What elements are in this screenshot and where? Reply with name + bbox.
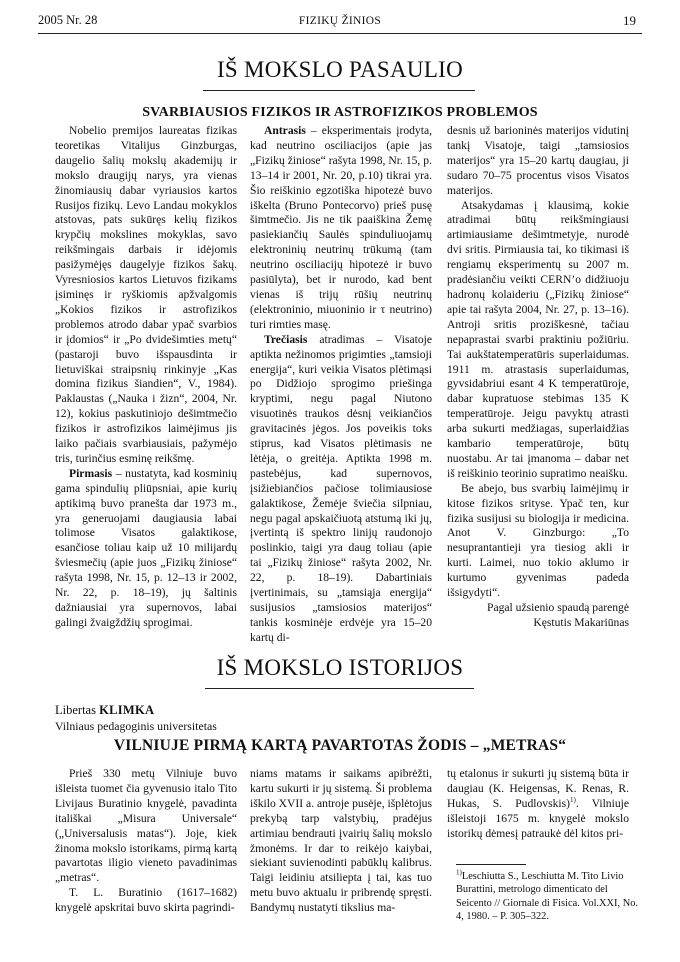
paragraph: T. L. Buratinio (1617–1682) knygelė apskritai buvo skirta pagrindi- (55, 886, 237, 915)
footnote-rule (456, 864, 526, 865)
footnote-marker: 1) (456, 868, 462, 877)
paragraph: Pirmasis – nustatyta, kad kosminių gama spindulių pliūpsniai, apie kurių aptikimą buvo pranešta dar 1973 m., yra generuojami daugiausia labai tolimose Visatos galaktikose, esančiose toliau kaip už 10 milijardų šviesmečių (apie juos „Fizikų žiniose“ rašyta 1998, Nr. 15, p. 12–13 ir 2002, Nr. 22, p. 18–19), jų šaltinis dažniausiai yra supernovos, labai galingi žvaigždžių sprogimai. (55, 466, 237, 629)
section-title-science-history: IŠ MOKSLO ISTORIJOS (216, 655, 464, 680)
author-name: Libertas KLIMKA (55, 703, 155, 717)
section-title-underline (203, 90, 475, 91)
section-title-science-world: IŠ MOKSLO PASAULIO (216, 57, 464, 82)
article1-column-1 (55, 124, 237, 631)
page-number: 19 (623, 13, 636, 28)
editor-name: Kęstutis Makariūnas (533, 615, 629, 629)
author-affiliation: Vilniaus pedagoginis universitetas (55, 719, 217, 733)
article-title: VILNIUJE PIRMĄ KARTĄ PAVARTOTAS ŽODIS – „METRAS“ (113, 737, 567, 754)
article-subtitle: SVARBIAUSIOS FIZIKOS IR ASTROFIZIKOS PROBLEMOS (142, 105, 538, 120)
header-rule (38, 33, 642, 34)
lead-word: Antrasis (264, 124, 306, 137)
article1-column-2 (250, 124, 432, 646)
paragraph: niams matams ir saikams apibrėžti, kartu sukurti ir jų sistemą. Ši problema iškilo XVII a. antroje pusėje, išplėtojus prekybą tarp valstybių, pradėjus artimiau bendrauti įvairių šalių mokslo žmonėms. Ir dar to reikėjo kaiybai, siekiant suvienodinti pabūklų kalibrus. Taigi leidiniu atsiliepta į tai, kas tuo metu buvo aktualu ir pribrendę spręsti. Bandymų nustatyti tikslius ma- (250, 767, 432, 915)
paragraph: Be abejo, bus svarbių laimėjimų ir kitose fizikos srityse. Ypač ten, kur fizika susijusi su biologija ir medicina. Anot V. Ginzburgo: „To nesuprantantieji yra tiesiog akli ir kurti. Laimei, nuo tokio aklumo ir kurtumo gyvenimas padeda išsigydyti“. (447, 481, 629, 600)
paragraph: Antrasis – eksperimentais įrodyta, kad neutrino osciliacijos (apie jas „Fizikų žiniose“ rašyta 1998, Nr. 15, p. 13–14 ir 2001, Nr. 20, p.10) tikrai yra. Šio reiškinio egzotiška hipotezė buvo iškelta (Bruno Pontecorvo) prieš pusę šimtmečio. Jis ne tik paaiškina Žemę pasiekiančių Saulės spinduliuojamų elektroninių neutrinų trūkumą (tam neutrino osciliacijų hipotezė ir buvo pasiūlyta), bet ir nurodo, kad bent vienas iš trijų rūšių neutrinų (elektroninio, miuoninio ir τ neutrino) turi rimties masę. (250, 124, 432, 331)
article2-column-2 (250, 767, 432, 916)
prepared-by-line: Pagal užsienio spaudą parengė (487, 601, 629, 614)
paragraph: Nobelio premijos laureatas fizikas teoretikas Vitalijus Ginzburgas, daugelio šalių mokslų akademijų ir mokslo draugijų narys, yra vienas žinomiausių dabar vyriausios kartos Rusijos fizikų. Levo Landau mokyklos atstovas, pats sukūręs kelių fizikos krypčių mokslines mokyklas, savo reikšmingais darbais ir idėjomis pasižymėjęs daugelyje fizikos šakų. Vyresniosios kartos Lietuvos fizikams įsiminęs ir ryškiomis apžvalgomis „Kokios fizikos ir astrofizikos problemos atrodo dabar ypač svarbios ir įdomios“ ir „Po dvidešimties metų“ (pastaroji buvo išspausdinta ir lietuviškai straipsnių rinkinyje „Kas domina fizikus šiandien“, V., 1984). Paklaustas („Nauka i žizn“, 2004, Nr. 12), kokius paskutiniojo dešimtmečio fizikos ir astrofizikos laimėjimus jis laiko pačiais svarbiausiais, pažymėjo tris, turinčius esminę reikšmę. (55, 124, 237, 465)
footnote: $^{1)}$Leschiutta S., Leschiutta M. Tito Livio Burattini, metrologo dimenticato del Seicento // Giornale di Fisica. Vol.XXI, No. 4, 1980. – P. 305–322. (456, 868, 639, 923)
issue-label: 2005 Nr. 28 (38, 13, 98, 27)
section-title-underline (205, 688, 474, 689)
footnote-ref: 1) (569, 795, 576, 804)
article2-column-3 (447, 767, 629, 842)
article2-column-1 (55, 767, 237, 916)
paragraph: Trečiasis atradimas – Visatoje aptikta nežinomos prigimties „tamsioji energija“, kuri veikia Visatos plėtimąsi po Didžiojo sprogimo priešinga kryptimi, negu pagal Niutono visuotinės traukos dėsnį veikiančios gravitacinės jėgos. Jos poveikis toks stiprus, kad Visatos plėtimasis ne lėtėja, o greitėja. Aptikta 1998 m. pastebėjus, kad supernovos, įsižiebiančios pačiose tolimiausiose galaktikose, Žemėje šviečia silpniau, negu pagal apskaičiuotą atstumą iki jų, įvertintą iš spektro linijų raudonojo poslinkio, taigi yra daug toliau (apie tai „Fizikų žiniose“ rašyta 2002, Nr. 22, p. 18–19). Dabartiniais įvertinimais, su „tamsiąja energija“ susijusios „tamsiosios materijos“ tankis kosminėje erdvėje yra 15–20 kartų di- (250, 332, 432, 644)
paragraph: tų etalonus ir sukurti jų sistemą būta ir daugiau (K. Heigensas, K. Renas, R. Hukas, S. Pudlovskis)$^{1)}$. Vilniuje išleistoji 1675 m. knygelė mokslo istorikų dėmesį patraukė dėl kitos pri- (447, 767, 629, 840)
paragraph: Prieš 330 metų Vilniuje buvo išleista tuomet čia gyvenusio italo Tito Livijaus Buratinio knygelė, pavadinta itališkai „Misura Universale“ („Universalusis matas“). Joje, kiek žinoma mokslo istorikams, pirmą kartą pavartotas iligio vieneto pavadinimas „metras“. (55, 767, 237, 885)
paragraph: Atsakydamas į klausimą, kokie atradimai būtų reikšmingiausi artimiausiame dešimtmetyje, nurodė dvi sritis. Pirmiausia tai, ko tikimasi iš rengiamų eksperimentų su 2007 m. pradėsiančiu veikti CERN’o didžiuoju hadronų kolaideriu („Fizikų žiniose“ apie tai rašyta 2004, Nr. 27, p. 13–16). Antroji sritis proziškesnė, tačiau nepaprastai svarbi praktiniu požiūriu. Tai aukštatemperatūris superlaidumas. 1911 m. atrastasis superlaidumas, gyvsidabriui esant 4 K temperatūroje, dabar kupratuose stebimas 135 K temperatūroje. Jeigu pavyktų atrasti arba sukurti medžiagas, superlaidžias kambario temperatūroje, būtų nuostabu. Ar tai įmanoma – dabar net iš reiškinio teorinio supratimo neaišku. (447, 198, 629, 480)
lead-word: Pirmasis (69, 466, 113, 480)
article1-column-3 (447, 124, 629, 631)
lead-word: Trečiasis (264, 332, 308, 346)
paragraph: desnis už barioninės materijos vidutinį tankį Visatoje, taigi „tamsiosios materijos“ yra 15–20 kartų daugiau, ji sudaro 70–75 procentus visos Visatos materijos. (447, 124, 629, 197)
journal-title: FIZIKŲ ŽINIOS (298, 15, 382, 27)
